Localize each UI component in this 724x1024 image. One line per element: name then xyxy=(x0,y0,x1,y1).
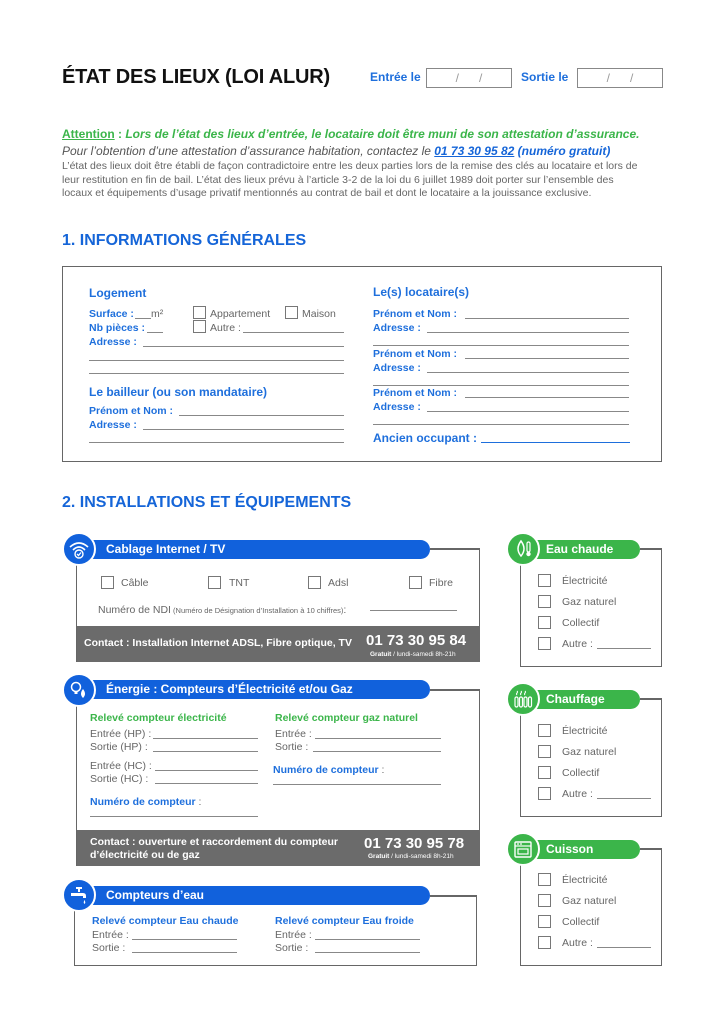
gas-entry-label: Entrée : xyxy=(275,728,312,740)
internet-contact-hours-line xyxy=(370,651,456,658)
tenant1-address-field-2[interactable] xyxy=(373,334,629,346)
tenant2-address-field-2[interactable] xyxy=(373,374,629,386)
ndi-field[interactable] xyxy=(370,599,457,611)
cold-water-title: Relevé compteur Eau froide xyxy=(275,915,414,927)
gas-meter-field[interactable] xyxy=(273,773,441,785)
elec-entry-hp-field[interactable] xyxy=(153,727,258,739)
tenant2-address-label: Adresse : xyxy=(373,362,421,374)
intro-para-1: L’état des lieux doit être établi de façon contradictoire entre les deux parties lors de la remise des clés au locataire et lors de xyxy=(62,160,638,172)
bailleur-address-field-1[interactable] xyxy=(143,418,344,430)
bailleur-address-label: Adresse : xyxy=(89,419,137,431)
exit-date-label: Sortie le xyxy=(521,70,569,84)
internet-contact-text: Contact : Installation Internet ADSL, Fibre optique, TV xyxy=(84,637,352,649)
eau-chaude-elec-checkbox[interactable] xyxy=(538,574,551,587)
cuisson-box-top-line xyxy=(640,848,662,850)
cuisson-gas-checkbox[interactable] xyxy=(538,894,551,907)
cuisson-collectif-checkbox[interactable] xyxy=(538,915,551,928)
attention-colon: : xyxy=(114,127,126,141)
attention-line xyxy=(62,127,639,141)
elec-exit-hc-field[interactable] xyxy=(155,772,258,784)
locataires-title: Le(s) locataire(s) xyxy=(373,285,470,299)
internet-contact-phone[interactable]: 01 73 30 95 84 xyxy=(366,632,467,649)
energy-icon xyxy=(62,673,96,707)
page-title: ÉTAT DES LIEUX (LOI ALUR) xyxy=(62,66,330,88)
cable-checkbox[interactable] xyxy=(101,576,114,589)
faucet-icon xyxy=(62,878,96,912)
other-field[interactable] xyxy=(243,321,344,333)
cuisson-other-field[interactable] xyxy=(597,936,651,948)
eau-pill: Compteurs d’eau xyxy=(78,886,430,905)
chauffage-gas-checkbox[interactable] xyxy=(538,745,551,758)
insurance-line xyxy=(62,144,610,158)
bailleur-name-label: Prénom et Nom : xyxy=(89,405,174,417)
hot-water-title: Relevé compteur Eau chaude xyxy=(92,915,239,927)
energie-box-top-line xyxy=(430,689,480,691)
chauffage-elec-checkbox[interactable] xyxy=(538,724,551,737)
apartment-label: Appartement xyxy=(210,308,271,320)
logement-address-label: Adresse : xyxy=(89,336,137,348)
cold-exit-label: Sortie : xyxy=(275,942,309,954)
house-checkbox[interactable] xyxy=(285,306,298,319)
insurance-phone-link[interactable]: 01 73 30 95 82 xyxy=(434,144,515,158)
chauffage-collectif-checkbox[interactable] xyxy=(538,766,551,779)
elec-meter-field[interactable] xyxy=(90,805,258,817)
hot-exit-field[interactable] xyxy=(132,941,237,953)
tnt-label: TNT xyxy=(229,577,250,589)
logement-address-field-3[interactable] xyxy=(89,362,344,374)
other-checkbox[interactable] xyxy=(193,320,206,333)
other-label: Autre : xyxy=(210,322,241,334)
eau-chaude-other-field[interactable] xyxy=(597,637,651,649)
hot-entry-label: Entrée : xyxy=(92,929,129,941)
energie-pill: Énergie : Compteurs d’Électricité et/ou Gaz xyxy=(78,680,430,699)
cuisson-other-label: Autre : xyxy=(562,937,593,949)
cuisson-other-checkbox[interactable] xyxy=(538,936,551,949)
attention-text: Lors de l’état des lieux d’entrée, le locataire doit être muni de son attestation d’assurance. xyxy=(125,127,640,141)
radiator-icon xyxy=(506,682,540,716)
insurance-free: (numéro gratuit) xyxy=(514,144,611,158)
eau-chaude-collectif-label: Collectif xyxy=(562,617,600,629)
tenant2-address-field-1[interactable] xyxy=(427,361,629,373)
cable-label: Câble xyxy=(121,577,149,589)
cold-entry-label: Entrée : xyxy=(275,929,312,941)
eau-chaude-elec-label: Électricité xyxy=(562,575,608,587)
eau-chaude-other-checkbox[interactable] xyxy=(538,637,551,650)
rooms-label: Nb pièces : xyxy=(89,322,146,334)
tenant1-address-field-1[interactable] xyxy=(427,321,629,333)
adsl-label: Adsl xyxy=(328,577,349,589)
tenant2-name-field[interactable] xyxy=(465,347,629,359)
elec-exit-hp-field[interactable] xyxy=(153,740,258,752)
tenant3-address-field-2[interactable] xyxy=(373,413,629,425)
chauffage-other-checkbox[interactable] xyxy=(538,787,551,800)
chauffage-other-label: Autre : xyxy=(562,788,593,800)
surface-label: Surface : xyxy=(89,308,134,320)
eau-chaude-box-top-line xyxy=(640,548,662,550)
exit-date-field[interactable] xyxy=(577,68,663,88)
ndi-line xyxy=(98,600,346,618)
eau-box-top-line xyxy=(430,895,477,897)
cuisson-gas-label: Gaz naturel xyxy=(562,895,617,907)
energie-contact-free: Gratuit xyxy=(368,853,390,860)
logement-title: Logement xyxy=(89,286,147,300)
elec-entry-hp-label: Entrée (HP) : xyxy=(90,728,152,740)
chauffage-gas-label: Gaz naturel xyxy=(562,746,617,758)
gas-exit-field[interactable] xyxy=(313,740,441,752)
tenant3-address-field-1[interactable] xyxy=(427,400,629,412)
rooms-field[interactable] xyxy=(147,321,163,333)
ndi-label: Numéro de NDI xyxy=(98,604,171,616)
elec-meter-label: Numéro de compteur xyxy=(90,796,196,808)
gas-exit-label: Sortie : xyxy=(275,741,309,753)
energie-contact-line2: d’électricité ou de gaz xyxy=(90,849,200,861)
fibre-label: Fibre xyxy=(429,577,453,589)
eau-chaude-collectif-checkbox[interactable] xyxy=(538,616,551,629)
gas-title: Relevé compteur gaz naturel xyxy=(275,712,418,724)
tenant1-name-field[interactable] xyxy=(465,307,629,319)
house-label: Maison xyxy=(302,308,336,320)
elec-entry-hc-field[interactable] xyxy=(155,759,258,771)
cuisson-pill: Cuisson xyxy=(522,840,640,859)
fibre-checkbox[interactable] xyxy=(409,576,422,589)
cuisson-collectif-label: Collectif xyxy=(562,916,600,928)
ndi-colon: : xyxy=(343,604,347,616)
former-occupant-field[interactable] xyxy=(481,430,630,443)
tenant3-address-label: Adresse : xyxy=(373,401,421,413)
logement-address-field-2[interactable] xyxy=(89,349,344,361)
elec-title: Relevé compteur électricité xyxy=(90,712,227,724)
intro-paragraph xyxy=(62,160,638,201)
eau-chaude-pill: Eau chaude xyxy=(522,540,640,559)
energie-contact-text xyxy=(90,836,338,862)
former-occupant-label: Ancien occupant : xyxy=(373,431,478,445)
tenant2-name-label: Prénom et Nom : xyxy=(373,348,458,360)
wifi-icon xyxy=(62,532,96,566)
ndi-hint: (Numéro de Désignation d’Installation à 10 chiffres) xyxy=(170,606,344,615)
surface-unit: m² xyxy=(151,308,164,320)
elec-meter-colon: : xyxy=(195,796,202,808)
cold-exit-field[interactable] xyxy=(315,941,420,953)
eau-chaude-gas-checkbox[interactable] xyxy=(538,595,551,608)
internet-pill: Cablage Internet / TV xyxy=(78,540,430,559)
apartment-checkbox[interactable] xyxy=(193,306,206,319)
section2-title: 2. INSTALLATIONS ET ÉQUIPEMENTS xyxy=(62,494,352,511)
thermometer-drop-icon xyxy=(506,532,540,566)
exit-date-sep: / / xyxy=(606,71,634,85)
section1-title: 1. INFORMATIONS GÉNÉRALES xyxy=(62,232,307,249)
intro-para-2: leur restitution en fin de bail. L’état des lieux prévu à l’article 3-2 de la loi du 6 juillet 1989 doit porter sur l’ensemble des xyxy=(62,173,614,186)
insurance-text: Pour l’obtention d’une attestation d’assurance habitation, contactez le xyxy=(62,144,435,158)
chauffage-elec-label: Électricité xyxy=(562,725,608,737)
tenant1-name-label: Prénom et Nom : xyxy=(373,308,458,320)
chauffage-other-field[interactable] xyxy=(597,787,651,799)
chauffage-collectif-label: Collectif xyxy=(562,767,600,779)
tenant3-name-field[interactable] xyxy=(465,386,629,398)
eau-chaude-gas-label: Gaz naturel xyxy=(562,596,617,608)
energie-contact-hours-line xyxy=(368,853,454,860)
elec-entry-hc-label: Entrée (HC) : xyxy=(90,760,152,772)
gas-meter-label: Numéro de compteur xyxy=(273,764,379,776)
gas-entry-field[interactable] xyxy=(315,727,441,739)
internet-contact-free: Gratuit xyxy=(370,651,392,658)
bailleur-address-field-2[interactable] xyxy=(89,431,344,443)
cuisson-elec-checkbox[interactable] xyxy=(538,873,551,886)
attention-word: Attention xyxy=(62,127,115,141)
adsl-checkbox[interactable] xyxy=(308,576,321,589)
cold-entry-field[interactable] xyxy=(315,928,420,940)
chauffage-box-top-line xyxy=(640,698,662,700)
chauffage-pill: Chauffage xyxy=(522,690,640,709)
entry-date-field[interactable] xyxy=(426,68,512,88)
gas-meter-colon: : xyxy=(378,764,385,776)
internet-contact-hours: / lundi-samedi 8h-21h xyxy=(391,651,456,658)
hot-exit-label: Sortie : xyxy=(92,942,126,954)
surface-field[interactable] xyxy=(135,307,151,319)
tenant3-name-label: Prénom et Nom : xyxy=(373,387,458,399)
entry-date-label: Entrée le xyxy=(370,70,421,84)
energie-contact-line1: Contact : ouverture et raccordement du compteur xyxy=(90,836,338,848)
internet-box-top-line xyxy=(430,548,480,550)
bailleur-name-field[interactable] xyxy=(179,404,344,416)
eau-chaude-other-label: Autre : xyxy=(562,638,593,650)
energie-contact-hours: / lundi-samedi 8h-21h xyxy=(389,853,454,860)
entry-date-sep: / / xyxy=(455,71,483,85)
elec-exit-hp-label: Sortie (HP) : xyxy=(90,741,148,753)
hot-entry-field[interactable] xyxy=(132,928,237,940)
tenant1-address-label: Adresse : xyxy=(373,322,421,334)
intro-para-3: locaux et équipements d’usage privatif mentionnés au contrat de bail et dont le locataire a la jouissance exclusive. xyxy=(62,187,592,199)
energie-contact-phone[interactable]: 01 73 30 95 78 xyxy=(364,835,465,852)
tnt-checkbox[interactable] xyxy=(208,576,221,589)
logement-address-field-1[interactable] xyxy=(143,335,344,347)
cuisson-elec-label: Électricité xyxy=(562,874,608,886)
bailleur-title: Le bailleur (ou son mandataire) xyxy=(89,385,268,399)
elec-exit-hc-label: Sortie (HC) : xyxy=(90,773,149,785)
stove-icon xyxy=(506,832,540,866)
